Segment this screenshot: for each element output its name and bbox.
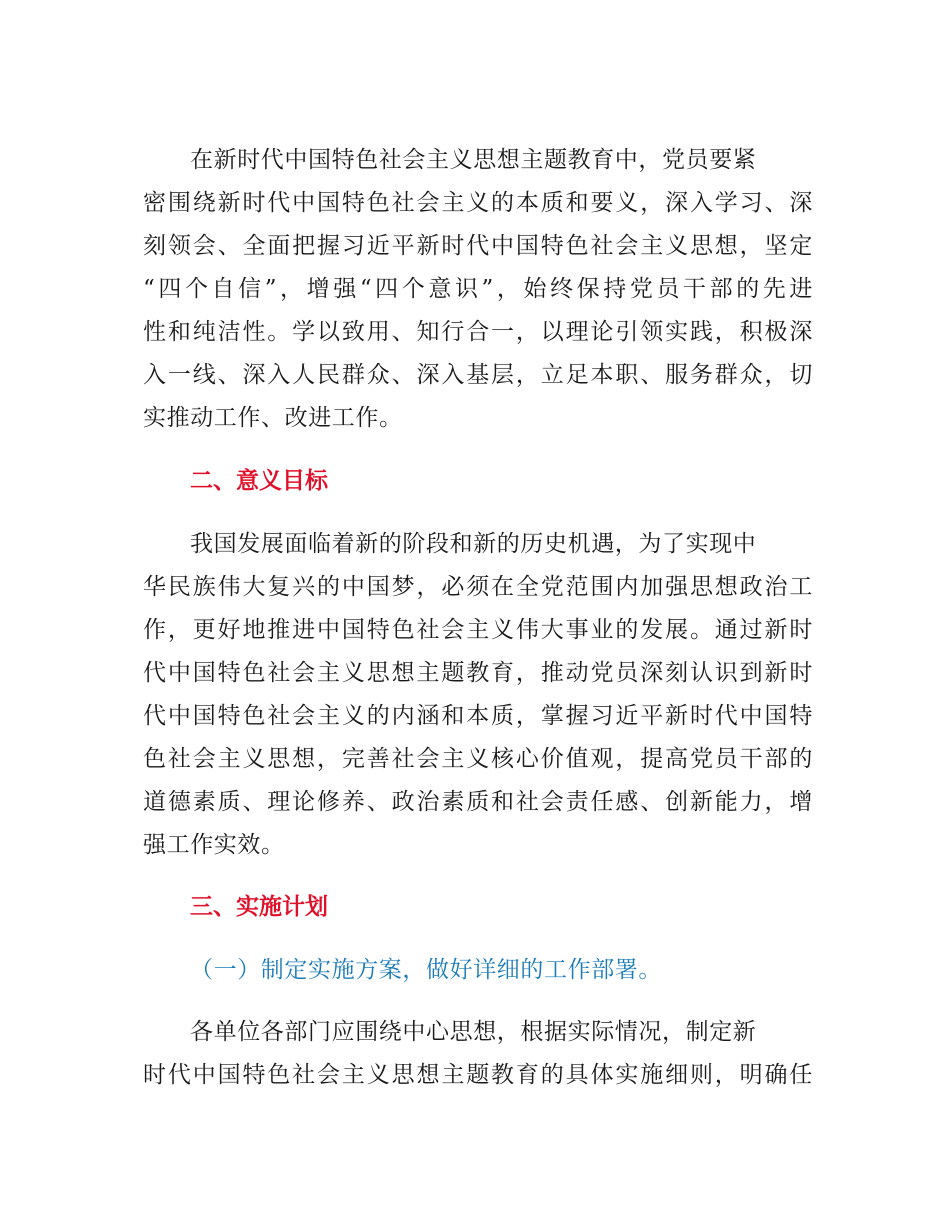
paragraph-2-line-3: 作，更好地推进中国特色社会主义伟大事业的发展。通过新时: [143, 617, 813, 643]
paragraph-2-line-8: 强工作实效。: [143, 832, 285, 858]
paragraph-2-line-5: 代中国特色社会主义的内涵和本质，掌握习近平新时代中国特: [143, 703, 813, 729]
paragraph-1-line-1: 在新时代中国特色社会主义思想主题教育中，党员要紧: [190, 147, 757, 173]
paragraph-1-line-3: 刻领会、全面把握习近平新时代中国特色社会主义思想，坚定: [143, 233, 813, 259]
paragraph-2-line-1: 我国发展面临着新的阶段和新的历史机遇，为了实现中: [190, 531, 757, 557]
paragraph-2-line-6: 色社会主义思想，完善社会主义核心价值观，提高党员干部的: [143, 746, 813, 772]
paragraph-2-line-4: 代中国特色社会主义思想主题教育，推动党员深刻认识到新时: [143, 660, 813, 686]
paragraph-1-line-7: 实推动工作、改进工作。: [143, 405, 403, 431]
paragraph-1-line-4: “四个自信”，增强“四个意识”，始终保持党员干部的先进: [143, 276, 813, 302]
section-heading-implementation-plan: 三、实施计划: [190, 894, 328, 920]
paragraph-1-line-5: 性和纯洁性。学以致用、知行合一，以理论引领实践，积极深: [143, 319, 813, 345]
subsection-heading-plan-formulation: （一）制定实施方案，做好详细的工作部署。: [190, 957, 662, 983]
paragraph-1-line-2: 密围绕新时代中国特色社会主义的本质和要义，深入学习、深: [143, 190, 813, 216]
paragraph-3-line-1: 各单位各部门应围绕中心思想，根据实际情况，制定新: [190, 1019, 757, 1045]
section-heading-meaning-goals: 二、意义目标: [190, 468, 328, 494]
paragraph-2-line-2: 华民族伟大复兴的中国梦，必须在全党范围内加强思想政治工: [143, 574, 813, 600]
paragraph-2-line-7: 道德素质、理论修养、政治素质和社会责任感、创新能力，增: [143, 789, 813, 815]
paragraph-3-line-2: 时代中国特色社会主义思想主题教育的具体实施细则，明确任: [143, 1062, 813, 1088]
paragraph-1-line-6: 入一线、深入人民群众、深入基层，立足本职、服务群众，切: [143, 362, 813, 388]
